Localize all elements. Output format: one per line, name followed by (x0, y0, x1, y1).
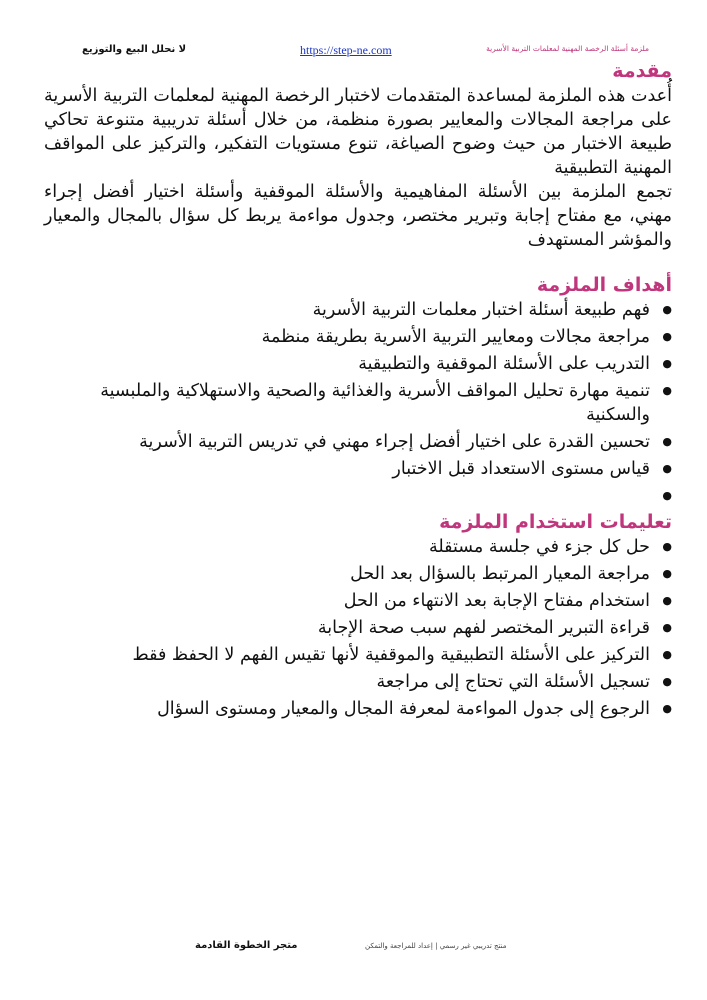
intro-heading: مقدمة (612, 60, 672, 82)
list-item: ● حل كل جزء في جلسة مستقلة (44, 535, 650, 559)
list-item: ● الرجوع إلى جدول المواءمة لمعرفة المجال والمعيار ومستوى السؤال (44, 697, 650, 721)
header-notice: لا نحلل البيع والتوزيع (82, 44, 187, 55)
header-document-title: ملزمة أسئلة الرخصة المهنية لمعلمات التربية الأسرية (486, 44, 649, 53)
list-item: ● تحسين القدرة على اختيار أفضل إجراء مهني في تدريس التربية الأسرية (44, 430, 650, 454)
list-item: ● قياس مستوى الاستعداد قبل الاختبار (44, 457, 650, 481)
list-item: ● مراجعة مجالات ومعايير التربية الأسرية بطريقة منظمة (44, 325, 650, 349)
list-item: ● قراءة التبرير المختصر لفهم سبب صحة الإجابة (44, 616, 650, 640)
goals-heading: أهداف الملزمة (536, 274, 672, 296)
intro-paragraph-2: تجمع الملزمة بين الأسئلة المفاهيمية والأسئلة الموقفية وأسئلة اختيار أفضل إجراء مهني، مع مفتاح إجابة وتبرير مختصر، وجدول مواءمة يربط كل سؤال بالمجال والمعيار والمؤشر المستهدف (44, 182, 672, 250)
instructions-heading: تعليمات استخدام الملزمة (439, 511, 672, 533)
footer-note: منتج تدريبي غير رسمي | إعداد للمراجعة والتمكن (365, 942, 507, 950)
empty-list-item (44, 484, 650, 506)
list-item: ● تنمية مهارة تحليل المواقف الأسرية والغذائية والصحية والاستهلاكية والملبسية والسكنية (44, 379, 650, 427)
header-url-link[interactable]: https://step-ne.com (300, 43, 392, 57)
instructions-list (44, 535, 672, 721)
goals-list (44, 298, 672, 506)
list-item: ● التدريب على الأسئلة الموقفية والتطبيقية (44, 352, 650, 376)
intro-paragraph-1: أُعدت هذه الملزمة لمساعدة المتقدمات لاختبار الرخصة المهنية لمعلمات التربية الأسرية على مراجعة المجالات والمعايير بصورة منظمة، من خلال أسئلة تدريبية متنوعة تحاكي طبيعة الاختبار من حيث وضوح الصياغة، تنوع مستويات التفكير، والتركيز على المواقف المهنية التطبيقية (44, 86, 672, 178)
list-item: ● استخدام مفتاح الإجابة بعد الانتهاء من الحل (44, 589, 650, 613)
page-footer (0, 940, 707, 956)
list-item: ● التركيز على الأسئلة التطبيقية والموقفية لأنها تقيس الفهم لا الحفظ فقط (44, 643, 650, 667)
list-item: ● فهم طبيعة أسئلة اختبار معلمات التربية الأسرية (44, 298, 650, 322)
list-item: ● مراجعة المعيار المرتبط بالسؤال بعد الحل (44, 562, 650, 586)
footer-store-name: متجر الخطوة القادمة (195, 940, 298, 951)
document-body (44, 58, 672, 724)
list-item: ● تسجيل الأسئلة التي تحتاج إلى مراجعة (44, 670, 650, 694)
